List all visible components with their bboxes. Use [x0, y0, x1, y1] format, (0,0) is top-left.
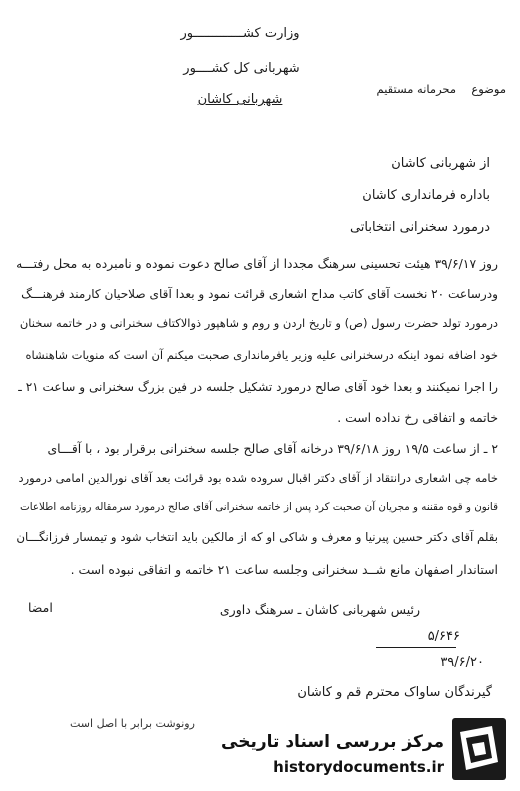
body-line: استاندار اصفهان مانع شــد سخنرانی وجلسه ساعت ۲۱ خاتمه و اتفاقی نبوده است . — [70, 562, 498, 577]
archive-logo-icon — [452, 718, 506, 780]
body-line: بقلم آقای دکتر حسین پیرنیا و معرف و شاکی او که از مالکین باید انتخاب شود و تیمسار فرزانگـــان — [16, 530, 498, 544]
body-line: خامه چی اشعاری درانتقاد از آقای دکتر اقبال سروده شده بود قرائت بعد آقای نورالدین امامی درمورد — [18, 471, 498, 485]
from-line: از شهربانی کاشان — [391, 156, 490, 171]
body-line: ۲ ـ از ساعت ۱۹/۵ روز ۳۹/۶/۱۸ درخانه آقای صالح جلسه سخنرانی برقرار بود ، با آقـــای — [47, 441, 498, 456]
signature-label: امضا — [28, 600, 53, 615]
body-line: روز ۳۹/۶/۱۷ هیئت تحسینی سرهنگ مجددا از آقای صالح دعوت نموده و نامبرده به محل رفتـــه — [16, 256, 498, 271]
reference-divider — [376, 647, 456, 648]
body-line: درمورد تولد حضرت رسول (ص) و تاریخ اردن و روم و شاهپور ذوالاکتاف سخنرانی و در خاتمه سخنان — [19, 316, 498, 330]
regarding-line: درمورد سخنرانی انتخاباتی — [349, 220, 490, 235]
body-line: خاتمه و اتفاقی رخ نداده است . — [337, 410, 498, 425]
body-line: را اجرا نمیکنند و بعدا خود آقای صالح درمورد تشکیل جلسه در فین بزرگ سخنرانی و ساعت ۲۱ ـ — [18, 380, 498, 394]
reference-date: ۳۹/۶/۲۰ — [440, 655, 484, 670]
recipients-line: گیرندگان ساواک محترم قم و کاشان — [297, 685, 492, 700]
body-line: قانون و قوه مقننه و مجریان آن صحبت کرد پس از خاتمه سخنرانی آقای صالح درمورد سرمقاله روزنامه اطلاعات — [20, 501, 498, 513]
signature-line: رئیس شهربانی کاشان ـ سرهنگ داوری — [219, 602, 420, 617]
ministry-heading: وزارت کشـــــــــــــور — [180, 26, 300, 41]
watermark-url: historydocuments.ir — [273, 758, 444, 776]
archive-logo — [452, 718, 506, 780]
department-heading: شهربانی کل کشــــور — [183, 61, 300, 76]
watermark-name: مرکز بررسی اسناد تاریخی — [221, 732, 444, 752]
copy-note: رونوشت برابر با اصل است — [70, 717, 195, 730]
body-line: ودرساعت ۲۰ نخست آقای کاتب مداح اشعاری قرائت نمود و بعدا آقای صلاحیان کارمند فرهنـــگ — [21, 287, 498, 301]
office-heading: شهربانی کاشان — [197, 92, 283, 107]
body-line: خود اضافه نمود اینکه درسخنرانی علیه وزیر یافرمانداری صحبت میکنم آن است که منویات شاهنشاه — [25, 348, 498, 362]
to-line: باداره فرمانداری کاشان — [362, 188, 490, 203]
subject-value: محرمانه مستقیم — [376, 82, 456, 96]
subject-label: موضوع — [471, 82, 506, 96]
reference-number: ۵/۶۴۶ — [427, 629, 460, 644]
